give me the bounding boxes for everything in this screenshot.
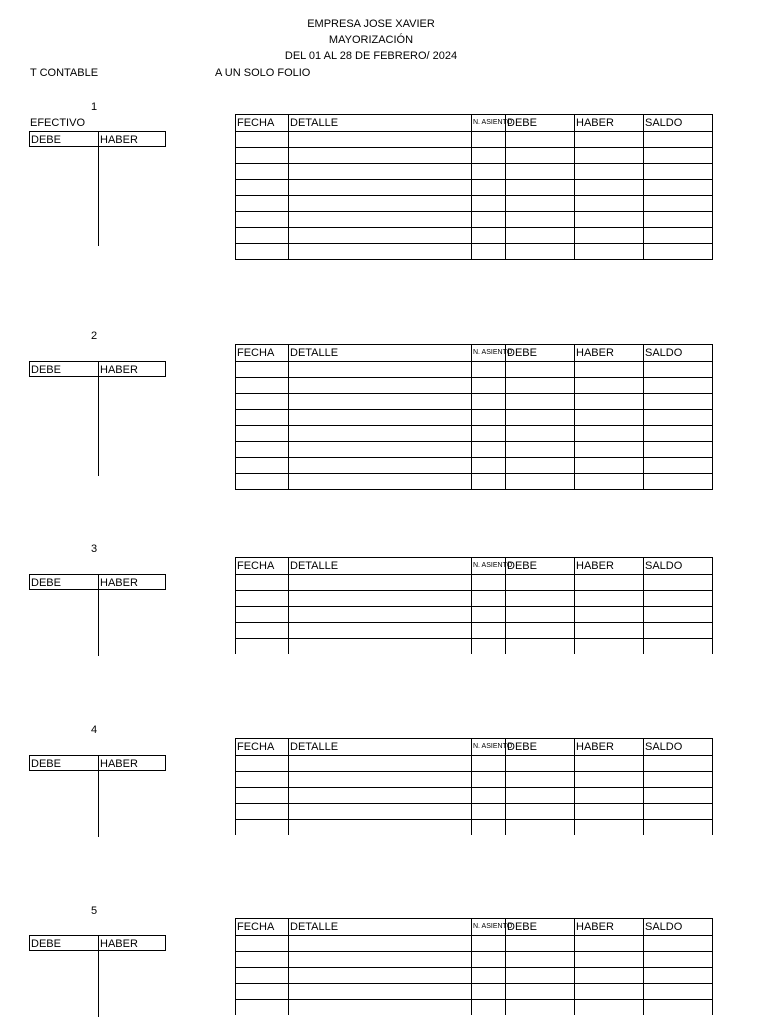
cell-debe[interactable] [506, 639, 575, 655]
cell-haber[interactable] [575, 936, 644, 952]
cell-debe[interactable] [506, 148, 575, 164]
col-fecha: FECHA [236, 115, 289, 132]
account-number: 3 [90, 543, 98, 555]
ledger-row [236, 474, 713, 490]
ledger-row [236, 968, 713, 984]
cell-debe[interactable] [506, 244, 575, 260]
account-number: 4 [90, 724, 98, 736]
col-detalle: DETALLE [289, 919, 472, 936]
cell-asiento[interactable] [472, 936, 506, 952]
cell-haber[interactable] [575, 607, 644, 623]
ledger-row [236, 591, 713, 607]
cell-haber[interactable] [575, 772, 644, 788]
cell-fecha[interactable] [236, 591, 289, 607]
cell-fecha[interactable] [236, 244, 289, 260]
cell-haber[interactable] [575, 474, 644, 490]
t-account-header [29, 361, 166, 377]
col-saldo: SALDO [644, 345, 713, 362]
cell-haber[interactable] [575, 623, 644, 639]
cell-haber[interactable] [575, 394, 644, 410]
ledger-row [236, 362, 713, 378]
col-detalle: DETALLE [289, 115, 472, 132]
col-fecha: FECHA [236, 739, 289, 756]
cell-asiento[interactable] [472, 212, 506, 228]
cell-debe[interactable] [506, 212, 575, 228]
cell-saldo[interactable] [644, 228, 713, 244]
cell-debe[interactable] [506, 458, 575, 474]
cell-haber[interactable] [575, 212, 644, 228]
cell-fecha[interactable] [236, 623, 289, 639]
cell-debe[interactable] [506, 442, 575, 458]
folio-label: A UN SOLO FOLIO [215, 67, 311, 79]
cell-saldo[interactable] [644, 952, 713, 968]
col-fecha: FECHA [236, 919, 289, 936]
cell-saldo[interactable] [644, 607, 713, 623]
cell-saldo[interactable] [644, 820, 713, 836]
cell-debe[interactable] [506, 756, 575, 772]
cell-detalle[interactable] [289, 180, 472, 196]
ledger-header-row [236, 919, 713, 936]
ledger-row [236, 244, 713, 260]
account-number: 5 [90, 905, 98, 917]
t-account-header [29, 574, 166, 590]
t-divider [98, 362, 99, 376]
ledger-row [236, 148, 713, 164]
cell-asiento[interactable] [472, 820, 506, 836]
cell-asiento[interactable] [472, 378, 506, 394]
ledger-row [236, 575, 713, 591]
ledger-row [236, 772, 713, 788]
col-debe: DEBE [506, 919, 575, 936]
col-fecha: FECHA [236, 558, 289, 575]
cell-debe[interactable] [506, 362, 575, 378]
cell-detalle[interactable] [289, 426, 472, 442]
cell-fecha[interactable] [236, 212, 289, 228]
t-haber-label: HABER [100, 577, 138, 589]
cell-asiento[interactable] [472, 426, 506, 442]
cell-fecha[interactable] [236, 984, 289, 1000]
cell-haber[interactable] [575, 820, 644, 836]
t-account-header [29, 935, 166, 951]
cell-fecha[interactable] [236, 164, 289, 180]
cell-debe[interactable] [506, 132, 575, 148]
cell-detalle[interactable] [289, 575, 472, 591]
cell-debe[interactable] [506, 984, 575, 1000]
cell-saldo[interactable] [644, 788, 713, 804]
ledger-row [236, 410, 713, 426]
cell-debe[interactable] [506, 196, 575, 212]
cell-asiento[interactable] [472, 410, 506, 426]
t-account-stem [98, 951, 99, 1017]
ledger-table [235, 738, 713, 835]
cell-saldo[interactable] [644, 442, 713, 458]
ledger-row [236, 607, 713, 623]
cell-asiento[interactable] [472, 1000, 506, 1016]
cell-debe[interactable] [506, 772, 575, 788]
cell-debe[interactable] [506, 474, 575, 490]
cell-asiento[interactable] [472, 362, 506, 378]
cell-fecha[interactable] [236, 132, 289, 148]
cell-haber[interactable] [575, 132, 644, 148]
cell-saldo[interactable] [644, 575, 713, 591]
cell-detalle[interactable] [289, 984, 472, 1000]
cell-saldo[interactable] [644, 180, 713, 196]
t-haber-label: HABER [100, 758, 138, 770]
ledger-row [236, 164, 713, 180]
cell-haber[interactable] [575, 180, 644, 196]
cell-asiento[interactable] [472, 196, 506, 212]
cell-detalle[interactable] [289, 442, 472, 458]
cell-fecha[interactable] [236, 378, 289, 394]
col-detalle: DETALLE [289, 558, 472, 575]
cell-asiento[interactable] [472, 180, 506, 196]
cell-haber[interactable] [575, 788, 644, 804]
col-haber: HABER [575, 115, 644, 132]
cell-asiento[interactable] [472, 394, 506, 410]
cell-detalle[interactable] [289, 639, 472, 655]
cell-asiento[interactable] [472, 132, 506, 148]
ledger-table [235, 557, 713, 654]
cell-detalle[interactable] [289, 378, 472, 394]
cell-fecha[interactable] [236, 1000, 289, 1016]
cell-haber[interactable] [575, 228, 644, 244]
cell-fecha[interactable] [236, 180, 289, 196]
cell-haber[interactable] [575, 244, 644, 260]
cell-asiento[interactable] [472, 474, 506, 490]
cell-debe[interactable] [506, 952, 575, 968]
cell-haber[interactable] [575, 362, 644, 378]
cell-debe[interactable] [506, 1000, 575, 1016]
cell-asiento[interactable] [472, 164, 506, 180]
cell-fecha[interactable] [236, 474, 289, 490]
cell-debe[interactable] [506, 394, 575, 410]
cell-asiento[interactable] [472, 575, 506, 591]
cell-haber[interactable] [575, 148, 644, 164]
t-debe-label: DEBE [31, 364, 61, 376]
cell-asiento[interactable] [472, 458, 506, 474]
cell-detalle[interactable] [289, 244, 472, 260]
col-debe: DEBE [506, 115, 575, 132]
cell-saldo[interactable] [644, 623, 713, 639]
cell-detalle[interactable] [289, 394, 472, 410]
cell-fecha[interactable] [236, 639, 289, 655]
cell-detalle[interactable] [289, 362, 472, 378]
cell-fecha[interactable] [236, 788, 289, 804]
col-asiento: N. ASIENTO [472, 345, 506, 362]
t-account-header [29, 755, 166, 771]
cell-saldo[interactable] [644, 984, 713, 1000]
cell-haber[interactable] [575, 575, 644, 591]
cell-fecha[interactable] [236, 228, 289, 244]
cell-detalle[interactable] [289, 474, 472, 490]
cell-fecha[interactable] [236, 756, 289, 772]
cell-detalle[interactable] [289, 936, 472, 952]
cell-detalle[interactable] [289, 228, 472, 244]
t-account-stem [98, 147, 99, 246]
cell-haber[interactable] [575, 378, 644, 394]
col-haber: HABER [575, 558, 644, 575]
t-debe-label: DEBE [31, 134, 61, 146]
cell-haber[interactable] [575, 458, 644, 474]
ledger-row [236, 984, 713, 1000]
cell-fecha[interactable] [236, 820, 289, 836]
cell-saldo[interactable] [644, 164, 713, 180]
cell-detalle[interactable] [289, 952, 472, 968]
t-account-header [29, 131, 166, 147]
cell-fecha[interactable] [236, 936, 289, 952]
account-name: EFECTIVO [30, 117, 86, 129]
ledger-row [236, 1000, 713, 1016]
cell-saldo[interactable] [644, 378, 713, 394]
ledger-row [236, 788, 713, 804]
cell-debe[interactable] [506, 591, 575, 607]
cell-haber[interactable] [575, 164, 644, 180]
cell-fecha[interactable] [236, 607, 289, 623]
cell-haber[interactable] [575, 442, 644, 458]
cell-haber[interactable] [575, 952, 644, 968]
cell-detalle[interactable] [289, 772, 472, 788]
cell-haber[interactable] [575, 410, 644, 426]
cell-asiento[interactable] [472, 623, 506, 639]
cell-detalle[interactable] [289, 820, 472, 836]
t-account-stem [98, 590, 99, 656]
col-debe: DEBE [506, 558, 575, 575]
ledger-table [235, 918, 713, 1015]
cell-asiento[interactable] [472, 756, 506, 772]
col-saldo: SALDO [644, 739, 713, 756]
cell-haber[interactable] [575, 968, 644, 984]
cell-asiento[interactable] [472, 244, 506, 260]
cell-saldo[interactable] [644, 426, 713, 442]
company-name: EMPRESA JOSE XAVIER [307, 18, 435, 30]
col-haber: HABER [575, 345, 644, 362]
cell-debe[interactable] [506, 788, 575, 804]
cell-detalle[interactable] [289, 591, 472, 607]
ledger-row [236, 228, 713, 244]
cell-asiento[interactable] [472, 984, 506, 1000]
cell-saldo[interactable] [644, 804, 713, 820]
cell-detalle[interactable] [289, 212, 472, 228]
ledger-row [236, 180, 713, 196]
ledger-row [236, 132, 713, 148]
cell-fecha[interactable] [236, 804, 289, 820]
cell-detalle[interactable] [289, 148, 472, 164]
ledger-row [236, 426, 713, 442]
cell-haber[interactable] [575, 756, 644, 772]
t-haber-label: HABER [100, 364, 138, 376]
cell-saldo[interactable] [644, 591, 713, 607]
cell-asiento[interactable] [472, 804, 506, 820]
cell-detalle[interactable] [289, 804, 472, 820]
cell-debe[interactable] [506, 164, 575, 180]
cell-saldo[interactable] [644, 394, 713, 410]
ledger-row [236, 639, 713, 655]
cell-debe[interactable] [506, 426, 575, 442]
col-detalle: DETALLE [289, 345, 472, 362]
cell-saldo[interactable] [644, 474, 713, 490]
col-haber: HABER [575, 739, 644, 756]
col-debe: DEBE [506, 739, 575, 756]
period-label: DEL 01 AL 28 DE FEBRERO/ 2024 [284, 50, 458, 62]
cell-fecha[interactable] [236, 575, 289, 591]
t-divider [98, 936, 99, 950]
cell-debe[interactable] [506, 410, 575, 426]
ledger-row [236, 442, 713, 458]
cell-detalle[interactable] [289, 607, 472, 623]
cell-haber[interactable] [575, 426, 644, 442]
cell-detalle[interactable] [289, 164, 472, 180]
cell-fecha[interactable] [236, 148, 289, 164]
cell-asiento[interactable] [472, 788, 506, 804]
cell-detalle[interactable] [289, 623, 472, 639]
cell-saldo[interactable] [644, 772, 713, 788]
cell-haber[interactable] [575, 591, 644, 607]
ledger-table [235, 114, 713, 260]
account-number: 2 [90, 330, 98, 342]
cell-saldo[interactable] [644, 212, 713, 228]
account-number: 1 [90, 101, 98, 113]
cell-fecha[interactable] [236, 410, 289, 426]
cell-saldo[interactable] [644, 362, 713, 378]
cell-saldo[interactable] [644, 196, 713, 212]
ledger-header-row [236, 115, 713, 132]
cell-asiento[interactable] [472, 639, 506, 655]
col-saldo: SALDO [644, 919, 713, 936]
cell-fecha[interactable] [236, 952, 289, 968]
col-asiento: N. ASIENTO [472, 558, 506, 575]
cell-haber[interactable] [575, 1000, 644, 1016]
ledger-row [236, 623, 713, 639]
cell-debe[interactable] [506, 607, 575, 623]
cell-fecha[interactable] [236, 362, 289, 378]
cell-saldo[interactable] [644, 968, 713, 984]
ledger-row [236, 458, 713, 474]
cell-asiento[interactable] [472, 772, 506, 788]
cell-asiento[interactable] [472, 442, 506, 458]
t-account-stem [98, 771, 99, 837]
t-haber-label: HABER [100, 938, 138, 950]
cell-asiento[interactable] [472, 607, 506, 623]
col-debe: DEBE [506, 345, 575, 362]
ledger-row [236, 212, 713, 228]
cell-debe[interactable] [506, 575, 575, 591]
cell-asiento[interactable] [472, 968, 506, 984]
cell-detalle[interactable] [289, 132, 472, 148]
cell-detalle[interactable] [289, 968, 472, 984]
cell-debe[interactable] [506, 623, 575, 639]
cell-asiento[interactable] [472, 591, 506, 607]
ledger-row [236, 804, 713, 820]
ledger-header-row [236, 345, 713, 362]
cell-fecha[interactable] [236, 772, 289, 788]
cell-saldo[interactable] [644, 639, 713, 655]
cell-haber[interactable] [575, 196, 644, 212]
cell-haber[interactable] [575, 984, 644, 1000]
cell-debe[interactable] [506, 228, 575, 244]
col-asiento: N. ASIENTO [472, 115, 506, 132]
ledger-row [236, 378, 713, 394]
cell-detalle[interactable] [289, 410, 472, 426]
t-haber-label: HABER [100, 134, 138, 146]
cell-saldo[interactable] [644, 148, 713, 164]
ledger-row [236, 394, 713, 410]
col-fecha: FECHA [236, 345, 289, 362]
cell-detalle[interactable] [289, 458, 472, 474]
t-debe-label: DEBE [31, 577, 61, 589]
cell-debe[interactable] [506, 180, 575, 196]
col-saldo: SALDO [644, 115, 713, 132]
col-detalle: DETALLE [289, 739, 472, 756]
col-haber: HABER [575, 919, 644, 936]
cell-detalle[interactable] [289, 756, 472, 772]
col-saldo: SALDO [644, 558, 713, 575]
t-debe-label: DEBE [31, 938, 61, 950]
cell-fecha[interactable] [236, 968, 289, 984]
cell-debe[interactable] [506, 936, 575, 952]
cell-saldo[interactable] [644, 936, 713, 952]
cell-asiento[interactable] [472, 228, 506, 244]
ledger-row [236, 820, 713, 836]
cell-haber[interactable] [575, 804, 644, 820]
t-account-stem [98, 377, 99, 476]
ledger-row [236, 196, 713, 212]
t-debe-label: DEBE [31, 758, 61, 770]
cell-debe[interactable] [506, 820, 575, 836]
cell-saldo[interactable] [644, 756, 713, 772]
col-asiento: N. ASIENTO [472, 739, 506, 756]
ledger-header-row [236, 739, 713, 756]
cell-detalle[interactable] [289, 788, 472, 804]
ledger-row [236, 936, 713, 952]
cell-saldo[interactable] [644, 410, 713, 426]
cell-debe[interactable] [506, 804, 575, 820]
cell-saldo[interactable] [644, 244, 713, 260]
document-title: MAYORIZACIÓN [328, 34, 414, 46]
cell-debe[interactable] [506, 968, 575, 984]
cell-haber[interactable] [575, 639, 644, 655]
ledger-table [235, 344, 713, 490]
cell-fecha[interactable] [236, 458, 289, 474]
ledger-row [236, 952, 713, 968]
cell-fecha[interactable] [236, 394, 289, 410]
cell-detalle[interactable] [289, 196, 472, 212]
cell-saldo[interactable] [644, 1000, 713, 1016]
cell-saldo[interactable] [644, 132, 713, 148]
cell-saldo[interactable] [644, 458, 713, 474]
cell-asiento[interactable] [472, 952, 506, 968]
t-contable-label: T CONTABLE [30, 67, 99, 79]
t-divider [98, 132, 99, 146]
ledger-header-row [236, 558, 713, 575]
cell-fecha[interactable] [236, 426, 289, 442]
col-asiento: N. ASIENTO [472, 919, 506, 936]
t-divider [98, 575, 99, 589]
t-divider [98, 756, 99, 770]
cell-debe[interactable] [506, 378, 575, 394]
ledger-row [236, 756, 713, 772]
cell-fecha[interactable] [236, 196, 289, 212]
cell-detalle[interactable] [289, 1000, 472, 1016]
cell-fecha[interactable] [236, 442, 289, 458]
cell-asiento[interactable] [472, 148, 506, 164]
